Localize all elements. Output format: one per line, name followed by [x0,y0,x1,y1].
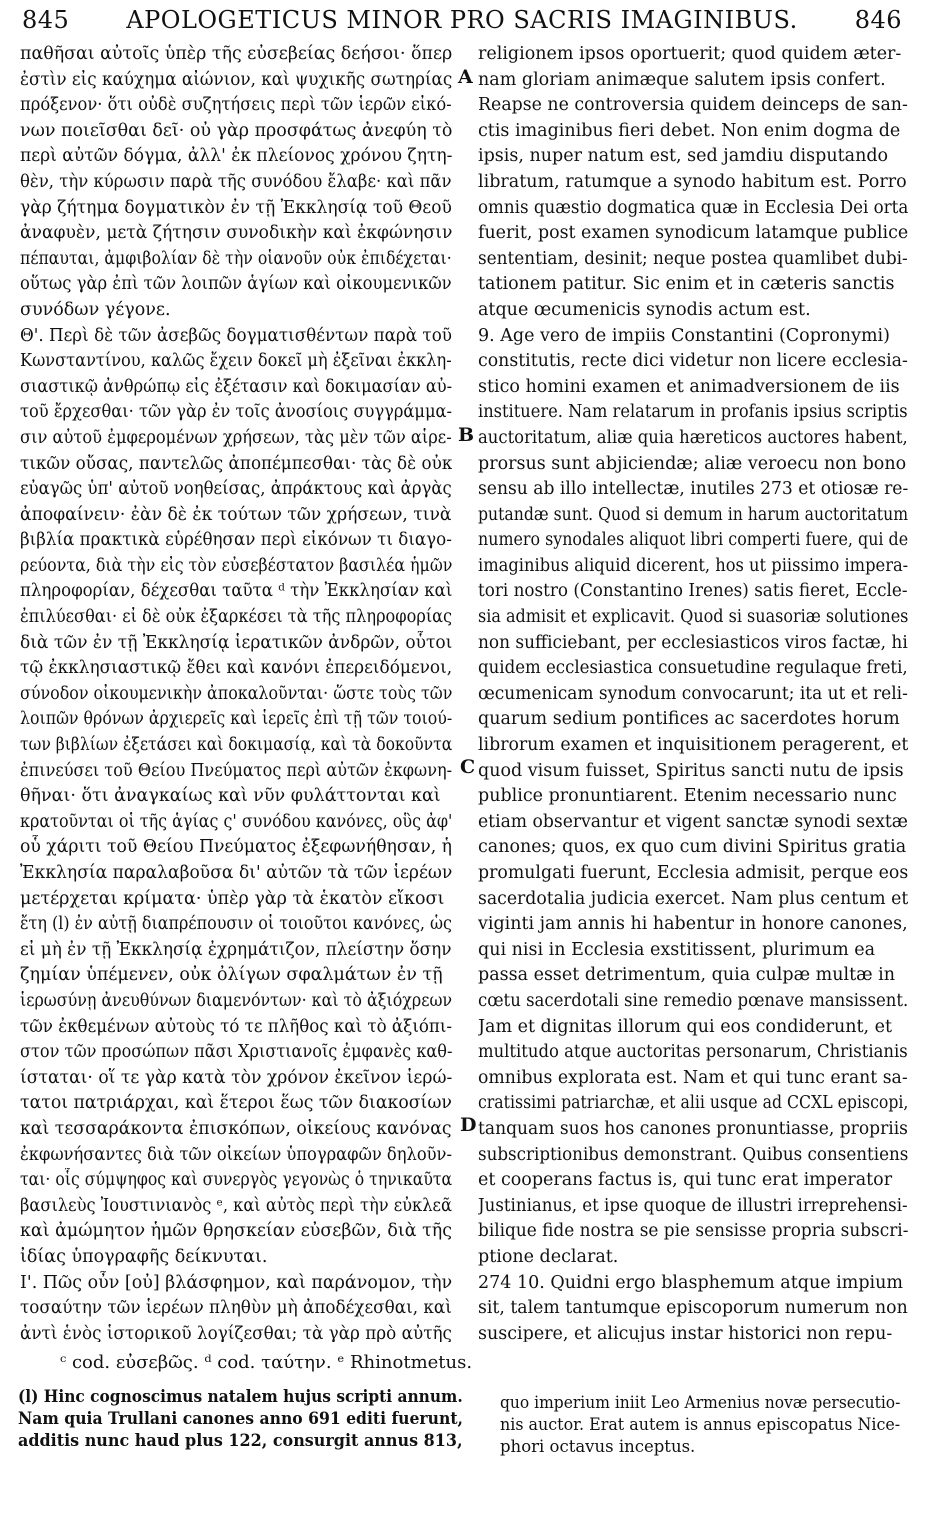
text-line: ἰδίας ὑπογραφῆς δείκνυται. [20,1246,268,1267]
text-line: πέπαυται, ἀμφιβολίαν δὲ τὴν οἱανοῦν οὐκ ἐπιδέχεται· [20,248,452,269]
text-line: σιν αὐτοῦ ἐμφερομένων χρήσεων, τὰς μὲν τῶν αἱρε- [20,427,452,448]
text-line: 274 10. Quidni ergo blasphemum atque impium [478,1272,904,1293]
variant-readings: ᶜ cod. εὐσεβῶς. ᵈ cod. ταύτην. ᵉ Rhinotmetus. [60,1352,473,1373]
text-line: quidem ecclesiastica consuetudine regulaque freti, [478,658,908,679]
text-line: omnis quæstio dogmatica quæ in Ecclesia Dei orta [478,197,908,218]
text-line: viginti jam annis hi habentur in honore canones, [478,914,908,935]
footnote-line: phori octavus inceptus. [500,1437,696,1456]
page-number-right: 846 [854,6,902,34]
text-line: quarum sedium pontifices ac sacerdotes horum [478,709,900,730]
text-line: εἰ μὴ ἐν τῇ Ἐκκλησίᾳ ἐχρημάτιζον, πλείστην ὅσην [20,939,452,960]
text-line: τοῦ ἔρχεσθαι· τῶν γὰρ ἐν τοῖς ἀνοσίοις συγγράμμα- [20,402,452,423]
text-line: multitudo atque auctoritas personarum, Christianis [478,1042,908,1063]
text-line: ipsis, nuper natum est, sed jamdiu disputando [478,146,889,167]
text-line: omnibus explorata est. Nam et qui tunc erant sa- [478,1067,908,1088]
margin-letter-c: C [460,756,476,778]
footnote-line: nis auctor. Erat autem is annus episcopatus Nice- [500,1415,900,1434]
text-line: atque œcumenicis synodis actum est. [478,299,811,320]
text-line: θῆναι· ὅτι ἀναγκαίως καὶ νῦν φυλάττονται καὶ [20,786,441,807]
text-line: auctoritatum, aliæ quia hæreticos auctores habent, [478,427,908,448]
text-line: κρατοῦνται οἱ τῆς ἁγίας ς' συνόδου κανόνες, οὓς ἀφ' [20,811,452,832]
text-line: ἱερωσύνῃ ἀνευθύνων διαμενόντων· καὶ τὸ ἀξιόχρεων [20,990,452,1011]
footnote-line: additis nunc haud plus 122, consurgit annus 813, [18,1431,463,1451]
text-line: quod visum fuisset, Spiritus sancti nutu de ipsis [478,760,904,781]
text-line: διὰ τῶν ἐν τῇ Ἐκκλησίᾳ ἱερατικῶν ἀνδρῶν, οὗτοι [20,632,452,653]
text-line: ptione declarat. [478,1246,619,1267]
text-line: τικῶν οὔσας, παντελῶς ἀποπέμπεσθαι· τὰς δὲ οὐκ [20,453,452,474]
text-line: putandæ sunt. Quod si demum in harum auctoritatum [478,504,908,525]
text-line: cratissimi patriarchæ, et alii usque ad CCXL episcopi, [478,1093,908,1114]
text-line: ctis imaginibus fieri debet. Non enim dogma de [478,120,901,141]
text-line: sensu ab illo intellectæ, inutiles 273 et otiosæ re- [478,479,908,500]
text-line: στον τῶν προσώπων πᾶσι Χριστιανοῖς ἐμφανὲς καθ- [20,1042,452,1063]
text-line: γὰρ ζήτημα δογματικὸν ἐν τῇ Ἐκκλησίᾳ τοῦ Θεοῦ [20,197,452,218]
footnote-right [500,1392,900,1458]
text-line: et cooperans factus is, qui tunc erat imperator [478,1170,893,1191]
text-line: θὲν, τὴν κύρωσιν παρὰ τῆς συνόδου ἔλαβε· καὶ πᾶν [20,171,452,192]
margin-letter-b: B [458,424,475,446]
text-line: 9. Age vero de impiis Constantini (Copronymi) [478,325,890,346]
text-line: sacerdotalia judicia exercet. Nam plus centum et [478,888,908,909]
greek-column [20,42,452,1342]
text-line: bilique fide nostra se pie sensisse propria subscri- [478,1221,908,1242]
text-line: λοιπῶν θρόνων ἀρχιερεῖς καὶ ἱερεῖς ἐπὶ τῇ τῶν τοιού- [20,709,452,730]
text-line: prorsus sunt abjiciendæ; aliæ veroecu non bono [478,453,907,474]
text-line: οὗ χάριτι τοῦ Θείου Πνεύματος ἐξεφωνήθησαν, ἡ [20,837,452,858]
text-line: numero synodales aliquot libri comperti fuere, qui de [478,530,908,551]
text-line: πληροφορίαν, δέχεσθαι ταῦτα ᵈ τὴν Ἐκκλησίαν καὶ [20,581,452,602]
latin-column [478,42,908,1342]
text-line: μετέρχεται κρίματα· ὑπὲρ γὰρ τὰ ἑκατὸν εἴκοσι [20,888,445,909]
text-line: constitutis, recte dici videtur non licere ecclesia- [478,351,908,372]
text-line: tori nostro (Constantino Irenes) satis fieret, Eccle- [478,581,908,602]
text-line: suscipere, et alicujus instar historici non repu- [478,1323,893,1342]
text-line: non sufficiebant, per ecclesiasticos viros factæ, hi [478,632,908,653]
text-line: ἐκφωνήσαντες διὰ τῶν οἰκείων ὑπογραφῶν δηλοῦν- [20,1144,452,1165]
text-line: cœtu sacerdotali sine remedio pœnave mansissent. [478,990,908,1011]
text-line: των βιβλίων ἐξετάσει καὶ δοκιμασίᾳ, καὶ τὰ δοκοῦντα [20,735,452,756]
text-line: βασιλεὺς Ἰουστινιανὸς ᵉ, καὶ αὐτὸς περὶ τὴν εὐκλεᾶ [20,1195,452,1216]
text-line: tationem patitur. Sic enim et in cæteris sanctis [478,274,895,295]
text-line: libratum, ratumque a synodo habitum est. Porro [478,171,907,192]
page-header [22,6,902,40]
text-line: ἐπιλύεσθαι· εἰ δὲ οὐκ ἐξαρκέσει τὰ τῆς πληροφορίας [20,607,452,628]
footnote-left [18,1386,463,1452]
text-line: sit, talem tantumque episcoporum numerum non [478,1298,908,1319]
text-line: πρόξενον· ὅτι οὐδὲ συζητήσεις περὶ τῶν ἱερῶν εἰκό- [20,95,452,116]
footnote-line: (l) Hinc cognoscimus natalem hujus scripti annum. [18,1387,463,1407]
text-line: τῷ ἐκκλησιαστικῷ ἔθει καὶ κανόνι ἐπερειδόμενοι, [20,658,452,679]
text-line: fuerit, post examen synodicum latamque publice [478,223,908,244]
text-line: τῶν ἐκθεμένων αὐτοὺς τό τε πλῆθος καὶ τὸ ἀξιόπι- [20,1016,452,1037]
text-line: συνόδων γέγονε. [20,299,171,320]
text-line: τοσαύτην τῶν ἱερέων πληθὺν μὴ ἀποδέχεσθαι, καὶ [20,1298,452,1319]
text-line: religionem ipsos oportuerit; quod quidem æter- [478,44,902,64]
text-line: Ι'. Πῶς οὖν [οὐ] βλάσφημον, καὶ παράνομον, τὴν [20,1272,452,1293]
text-line: Jam et dignitas illorum qui eos condiderunt, et [478,1016,893,1037]
text-line: Ἐκκλησία παραλαβοῦσα δι' αὐτῶν τὰ τῶν ἱερέων [20,863,452,883]
text-line: Θ'. Περὶ δὲ τῶν ἀσεβῶς δογματισθέντων παρὰ τοῦ [20,325,452,346]
text-line: ἀποφαίνειν· ἐὰν δὲ ἐκ τούτων τῶν χρήσεων, τινὰ [20,504,452,525]
text-line: Κωνσταντίνου, καλῶς ἔχειν δοκεῖ μὴ ἐξεῖναι ἐκκλη- [20,351,452,372]
text-line: etiam observantur et vigent sanctæ synodi sextæ [478,811,908,832]
text-line: subscriptionibus demonstrant. Quibus consentiens [478,1144,908,1165]
text-line: παθῆσαι αὐτοῖς ὑπὲρ τῆς εὐσεβείας δεήσοι· ὅπερ [20,44,452,64]
text-line: σύνοδον οἰκουμενικὴν ἀποκαλοῦνται· ὥστε τοὺς τῶν [20,683,452,704]
text-line: Justinianus, et ipse quoque de illustri irreprehensi- [478,1195,908,1216]
text-line: publice pronuntiarent. Etenim necessario nunc [478,786,897,807]
text-line: sententiam, desinit; neque postea quamlibet dubi- [478,248,908,269]
text-line: ίσταται· οἵ τε γὰρ κατὰ τὸν χρόνον ἐκεῖνον ἱερώ- [20,1067,452,1088]
text-line: tanquam suos hos canones pronuntiasse, propriis [478,1118,908,1139]
text-line: passa esset detrimentum, quia culpæ multæ in [478,965,895,986]
margin-letter-d: D [460,1114,477,1136]
text-line: ἀντὶ ἑνὸς ἱστορικοῦ λογίζεσθαι; τὰ γὰρ πρὸ αὐτῆς [20,1323,452,1342]
text-line: ρεύοντα, διὰ τὴν εἰς τὸν εὐσεβέστατον βασιλέα ἡμῶν [20,555,452,576]
text-line: καὶ ἀμώμητον ἡμῶν θρησκείαν εὐσεβῶν, διὰ τῆς [20,1221,452,1242]
text-line: nam gloriam animæque salutem ipsis confert. [478,69,886,90]
footnote-line: Nam quia Trullani canones anno 691 editi fuerunt, [18,1409,463,1429]
text-line: καὶ τεσσαράκοντα ἐπισκόπων, οἰκείους κανόνας [20,1118,452,1139]
text-line: ἀναφυὲν, μετὰ ζήτησιν συνοδικὴν καὶ ἐκφώνησιν [20,223,452,244]
text-line: ἔτη (l) ἐν αὐτῇ διαπρέπουσιν οἱ τοιοῦτοι κανόνες, ὡς [20,914,452,935]
text-line: stico homini examen et animadversionem de iis [478,376,900,397]
text-line: βιβλία πρακτικὰ εὑρέθησαν περὶ εἰκόνων τι διαγο- [20,530,452,551]
text-line: σιαστικῷ ἀνθρώπῳ εἰς ἐξέτασιν καὶ δοκιμασίαν αὐ- [20,376,452,397]
text-line: ἐστὶν εἰς καύχημα αἰώνιον, καὶ ψυχικῆς σωτηρίας [20,69,452,90]
text-line: canones; quos, ex quo cum divini Spiritus gratia [478,837,907,858]
text-line: νων ποιεῖσθαι δεῖ· οὐ γὰρ προσφάτως ἀνεφύη τὸ [20,120,452,141]
text-line: librorum examen et inquisitionem peragerent, et [478,735,908,756]
text-line: ἐπινεύσει τοῦ Θείου Πνεύματος περὶ αὐτῶν ἐκφωνη- [20,760,452,781]
text-line: qui nisi in Ecclesia exstitissent, plurimum ea [478,939,876,960]
text-line: οὕτως γὰρ ἐπὶ τῶν λοιπῶν ἁγίων καὶ οἰκουμενικῶν [20,274,452,295]
text-line: ζημίαν ὑπέμενεν, οὐκ ὀλίγων σφαλμάτων ἐν τῇ [20,965,443,986]
text-line: imaginibus aliquid dicerent, hos ut piissimo impera- [478,555,908,576]
text-line: εὐαγῶς ὑπ' αὐτοῦ νοηθείσας, ἀπράκτους καὶ ἀργὰς [20,479,452,500]
text-line: τατοι πατριάρχαι, καὶ ἕτεροι ἕως τῶν διακοσίων [20,1093,452,1114]
text-line: Reapse ne controversia quidem deinceps de san- [478,95,908,116]
text-line: œcumenicam synodum convocarunt; ita ut et reli- [478,683,908,704]
text-line: instituere. Nam relatarum in profanis ipsius scriptis [478,402,908,423]
running-title: APOLOGETICUS MINOR PRO SACRIS IMAGINIBUS. [126,6,798,34]
footnote-line: quo imperium iniit Leo Armenius novæ persecutio- [500,1393,900,1412]
text-line: promulgati fuerunt, Ecclesia admisit, perque eos [478,863,908,883]
text-line: ται· οἷς σύμψηφος καὶ συνεργὸς γεγονὼς ὁ τηνικαῦτα [20,1170,452,1191]
margin-letter-a: A [458,66,473,88]
text-line: περὶ αὐτῶν δόγμα, ἀλλ' ἐκ πλείονος χρόνου ζητη- [20,146,452,167]
text-line: sia admisit et explicavit. Quod si suasoriæ solutiones [478,607,908,628]
page-number-left: 845 [22,6,70,34]
